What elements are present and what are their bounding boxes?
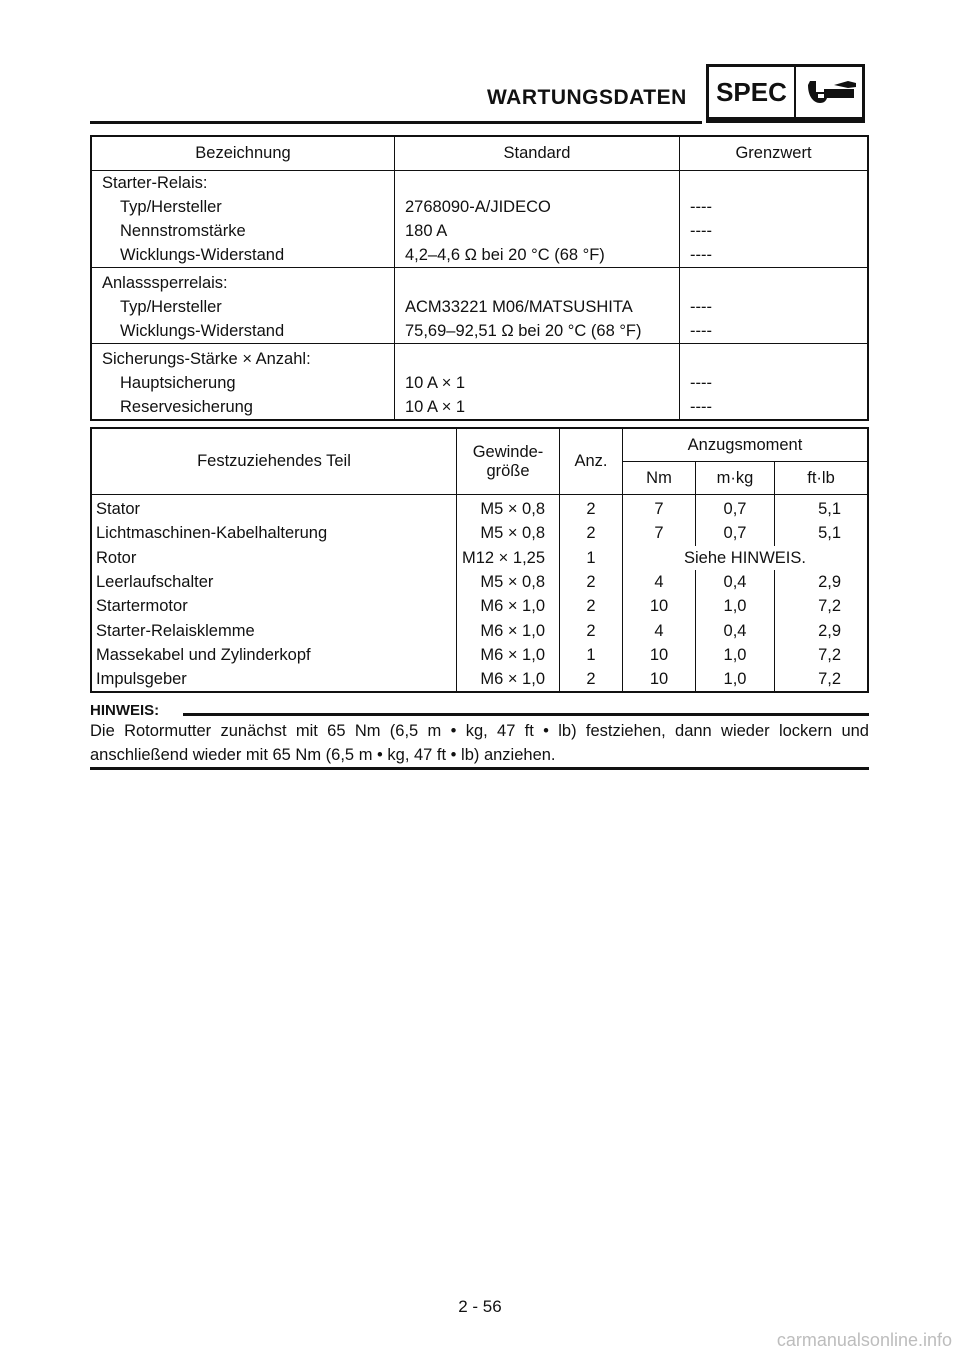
spec-name: Reservesicherung bbox=[91, 395, 395, 420]
spec-table bbox=[90, 135, 869, 421]
col-nm: Nm bbox=[623, 462, 696, 495]
torque-nm: 10 bbox=[623, 643, 696, 667]
torque-thread: M6 × 1,0 bbox=[457, 643, 560, 667]
torque-nm: 10 bbox=[623, 667, 696, 692]
torque-table-body bbox=[91, 495, 868, 693]
torque-nm: 7 bbox=[623, 495, 696, 522]
spec-limit: ---- bbox=[680, 371, 869, 395]
torque-part: Massekabel und Zylinderkopf bbox=[91, 643, 457, 667]
torque-qty: 2 bbox=[560, 594, 623, 618]
wrench-icon bbox=[804, 75, 860, 111]
col-thread: Gewinde- größe bbox=[457, 428, 560, 495]
note-text: Die Rotormutter zunächst mit 65 Nm (6,5 m • kg, 47 ft • lb) festziehen, dann wieder lockern und anschließend wieder mit 65 Nm (6,5 m • kg, 47 ft • lb) anziehen. bbox=[90, 722, 869, 764]
table-row bbox=[91, 344, 868, 372]
table-row bbox=[91, 295, 868, 319]
page-title: WARTUNGSDATEN bbox=[487, 86, 687, 109]
col-grenzwert: Grenzwert bbox=[680, 136, 869, 171]
col-ftlb: ft·lb bbox=[775, 462, 869, 495]
col-mkg: m·kg bbox=[696, 462, 775, 495]
torque-part: Impulsgeber bbox=[91, 667, 457, 692]
torque-ftlb: 5,1 bbox=[818, 524, 841, 543]
torque-qty: 2 bbox=[560, 618, 623, 642]
spec-limit: ---- bbox=[680, 243, 869, 268]
spec-limit bbox=[680, 171, 869, 196]
torque-mkg: 0,4 bbox=[696, 618, 775, 642]
table-row bbox=[91, 395, 868, 420]
page-number: 2 - 56 bbox=[458, 1297, 502, 1316]
torque-nm: 10 bbox=[623, 594, 696, 618]
spec-standard: 10 A × 1 bbox=[395, 371, 680, 395]
torque-thread: M5 × 0,8 bbox=[457, 495, 560, 522]
torque-nm: 4 bbox=[623, 570, 696, 594]
torque-part: Lichtmaschinen-Kabelhalterung bbox=[91, 521, 457, 545]
torque-qty: 2 bbox=[560, 667, 623, 692]
table-row bbox=[91, 570, 868, 594]
col-standard: Standard bbox=[395, 136, 680, 171]
spec-limit: ---- bbox=[680, 395, 869, 420]
torque-mkg: 0,7 bbox=[696, 495, 775, 522]
table-row bbox=[91, 594, 868, 618]
spec-label: SPEC bbox=[709, 67, 796, 117]
col-qty: Anz. bbox=[560, 428, 623, 495]
spec-limit bbox=[680, 344, 869, 372]
torque-mkg: 0,4 bbox=[696, 570, 775, 594]
torque-thread: M6 × 1,0 bbox=[457, 594, 560, 618]
torque-merged: Siehe HINWEIS. bbox=[684, 548, 806, 567]
torque-part: Stator bbox=[91, 495, 457, 522]
col-torque: Anzugsmoment bbox=[623, 428, 869, 462]
spec-standard bbox=[395, 171, 680, 196]
table-row bbox=[91, 219, 868, 243]
spec-name: Anlasssperrelais: bbox=[91, 268, 395, 296]
spec-limit: ---- bbox=[680, 219, 869, 243]
table-row bbox=[91, 171, 868, 196]
torque-qty: 2 bbox=[560, 570, 623, 594]
torque-thread: M6 × 1,0 bbox=[457, 618, 560, 642]
table-row bbox=[91, 319, 868, 344]
note-rule-bottom bbox=[90, 767, 869, 770]
spec-standard bbox=[395, 268, 680, 296]
table-row bbox=[91, 268, 868, 296]
torque-part: Starter-Relaisklemme bbox=[91, 618, 457, 642]
torque-ftlb: 5,1 bbox=[818, 500, 841, 519]
note-rule-top bbox=[183, 713, 869, 716]
watermark: carmanualsonline.info bbox=[776, 1330, 952, 1350]
spec-name: Nennstromstärke bbox=[91, 219, 395, 243]
table-row bbox=[91, 371, 868, 395]
table-row bbox=[91, 243, 868, 268]
torque-thread: M12 × 1,25 bbox=[457, 546, 560, 570]
spec-name: Starter-Relais: bbox=[91, 171, 395, 196]
torque-thread: M5 × 0,8 bbox=[457, 521, 560, 545]
spec-underline bbox=[706, 120, 865, 123]
torque-part: Rotor bbox=[91, 546, 457, 570]
spec-standard: ACM33221 M06/MATSUSHITA bbox=[395, 295, 680, 319]
spec-limit bbox=[680, 268, 869, 296]
torque-qty: 1 bbox=[560, 643, 623, 667]
torque-qty: 2 bbox=[560, 495, 623, 522]
torque-mkg: 0,7 bbox=[696, 521, 775, 545]
table-row bbox=[91, 618, 868, 642]
torque-nm: 4 bbox=[623, 618, 696, 642]
header-rule bbox=[90, 121, 702, 124]
spec-limit: ---- bbox=[680, 295, 869, 319]
spec-standard: 75,69–92,51 Ω bei 20 °C (68 °F) bbox=[395, 319, 680, 344]
spec-name: Sicherungs-Stärke × Anzahl: bbox=[91, 344, 395, 372]
torque-part: Leerlaufschalter bbox=[91, 570, 457, 594]
torque-ftlb: 7,2 bbox=[818, 597, 841, 616]
torque-part: Startermotor bbox=[91, 594, 457, 618]
table-row bbox=[91, 495, 868, 522]
col-part: Festzuziehendes Teil bbox=[91, 428, 457, 495]
torque-ftlb: 7,2 bbox=[818, 645, 841, 664]
table-row bbox=[91, 643, 868, 667]
spec-limit: ---- bbox=[680, 195, 869, 219]
spec-name: Typ/Hersteller bbox=[91, 195, 395, 219]
spec-standard: 4,2–4,6 Ω bei 20 °C (68 °F) bbox=[395, 243, 680, 268]
spec-name: Hauptsicherung bbox=[91, 371, 395, 395]
spec-name: Wicklungs-Widerstand bbox=[91, 319, 395, 344]
col-bezeichnung: Bezeichnung bbox=[91, 136, 395, 171]
torque-nm: 7 bbox=[623, 521, 696, 545]
torque-thread: M5 × 0,8 bbox=[457, 570, 560, 594]
torque-ftlb: 2,9 bbox=[818, 573, 841, 592]
torque-ftlb: 7,2 bbox=[818, 670, 841, 689]
table-row bbox=[91, 195, 868, 219]
torque-mkg: 1,0 bbox=[696, 594, 775, 618]
spec-limit: ---- bbox=[680, 319, 869, 344]
torque-thread: M6 × 1,0 bbox=[457, 667, 560, 692]
spec-table-body bbox=[91, 171, 868, 421]
spec-standard: 2768090-A/JIDECO bbox=[395, 195, 680, 219]
spec-name: Typ/Hersteller bbox=[91, 295, 395, 319]
spec-standard: 10 A × 1 bbox=[395, 395, 680, 420]
spec-badge bbox=[706, 64, 865, 120]
table-row bbox=[91, 521, 868, 545]
spec-standard bbox=[395, 344, 680, 372]
table-row bbox=[91, 667, 868, 692]
torque-mkg: 1,0 bbox=[696, 667, 775, 692]
torque-ftlb: 2,9 bbox=[818, 621, 841, 640]
note-label: HINWEIS: bbox=[90, 702, 160, 719]
table-row bbox=[91, 546, 868, 570]
torque-qty: 2 bbox=[560, 521, 623, 545]
spec-standard: 180 A bbox=[395, 219, 680, 243]
spec-name: Wicklungs-Widerstand bbox=[91, 243, 395, 268]
torque-table bbox=[90, 427, 869, 693]
torque-mkg: 1,0 bbox=[696, 643, 775, 667]
torque-qty: 1 bbox=[560, 546, 623, 570]
